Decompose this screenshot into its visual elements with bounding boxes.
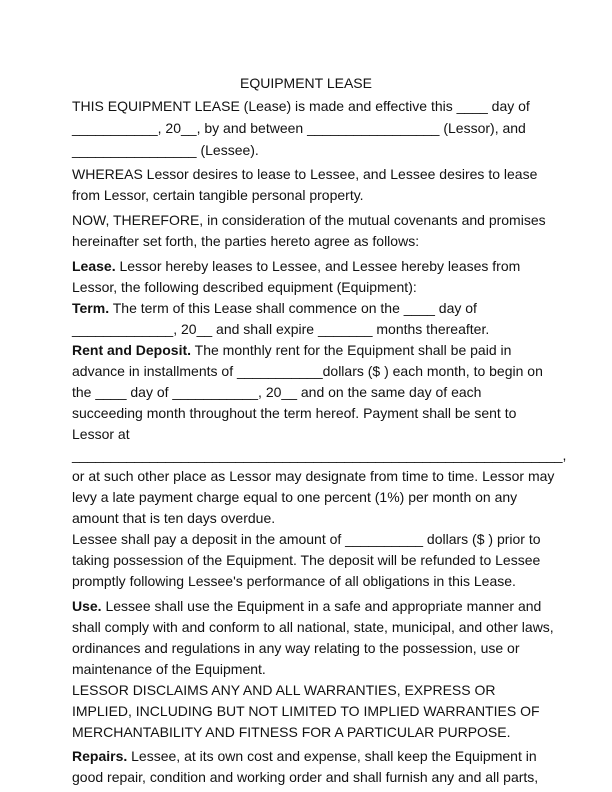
disclaimer-line: IMPLIED, INCLUDING BUT NOT LIMITED TO IMPLIED WARRANTIES OF [72, 703, 540, 719]
lease-text: Lessor hereby leases to Lessee, and Lessee hereby leases from [115, 258, 521, 274]
term-clause-line: _____________, 20__ and shall expire _______ months thereafter. [72, 321, 490, 337]
repairs-clause-line [72, 746, 537, 766]
intro-line: THIS EQUIPMENT LEASE (Lease) is made and effective this ____ day of [72, 98, 530, 114]
document-title: EQUIPMENT LEASE [239, 75, 372, 91]
rent-clause-line: the ____ day of ___________, 20__ and on the same day of each [72, 384, 482, 400]
rent-clause-line: levy a late payment charge equal to one percent (1%) per month on any [72, 489, 518, 505]
rent-clause-line: amount that is ten days overdue. [72, 510, 276, 526]
disclaimer-line: LESSOR DISCLAIMS ANY AND ALL WARRANTIES, EXPRESS OR [72, 682, 496, 698]
intro-line: ________________ (Lessee). [72, 142, 259, 158]
use-heading: Use. [72, 598, 102, 614]
now-therefore-line: NOW, THEREFORE, in consideration of the mutual covenants and promises [72, 212, 546, 228]
repairs-heading: Repairs. [72, 748, 128, 764]
rent-clause-line: succeeding month throughout the term hereof. Payment shall be sent to [72, 405, 517, 421]
rent-clause-line: taking possession of the Equipment. The deposit will be refunded to Lessee [72, 552, 541, 568]
use-text: Lessee shall use the Equipment in a safe and appropriate manner and [101, 598, 542, 614]
lease-clause-line: Lessor, the following described equipment (Equipment): [72, 279, 417, 295]
lease-heading: Lease. [72, 258, 116, 274]
rent-clause-line: Lessee shall pay a deposit in the amount of __________ dollars ($ ) prior to [72, 531, 541, 547]
disclaimer-line: MERCHANTABILITY AND FITNESS FOR A PARTICULAR PURPOSE. [72, 724, 511, 740]
rent-clause-line: Lessor at [72, 426, 130, 442]
intro-line: ___________, 20__, by and between _________________ (Lessor), and [72, 120, 526, 136]
use-clause-line: maintenance of the Equipment. [72, 661, 266, 677]
rent-clause-line: advance in installments of ___________dollars ($ ) each month, to begin on [72, 363, 543, 379]
use-clause-line: ordinances and regulations in any way relating to the possession, use or [72, 640, 520, 656]
rent-clause-line: or at such other place as Lessor may designate from time to time. Lessor may [72, 468, 555, 484]
term-clause-line [72, 298, 477, 318]
whereas-line: from Lessor, certain tangible personal property. [72, 187, 364, 203]
use-clause-line: shall comply with and conform to all national, state, municipal, and other laws, [72, 619, 554, 635]
lease-clause-line [72, 256, 520, 276]
rent-clause-line [72, 340, 511, 360]
use-clause-line [72, 596, 541, 616]
whereas-line: WHEREAS Lessor desires to lease to Lessee, and Lessee desires to lease [72, 166, 538, 182]
term-text: The term of this Lease shall commence on the ____ day of [109, 300, 477, 316]
now-therefore-line: hereinafter set forth, the parties hereto agree as follows: [72, 233, 420, 249]
rent-clause-line: promptly following Lessee's performance of all obligations in this Lease. [72, 573, 516, 589]
term-heading: Term. [72, 300, 110, 316]
rent-text: The monthly rent for the Equipment shall be paid in [191, 342, 512, 358]
repairs-clause-line: good repair, condition and working order and shall furnish any and all parts, [72, 769, 539, 785]
repairs-text: Lessee, at its own cost and expense, shall keep the Equipment in [127, 748, 537, 764]
rent-heading: Rent and Deposit. [72, 342, 192, 358]
rent-clause-line: _______________________________________________________________, [72, 447, 567, 463]
